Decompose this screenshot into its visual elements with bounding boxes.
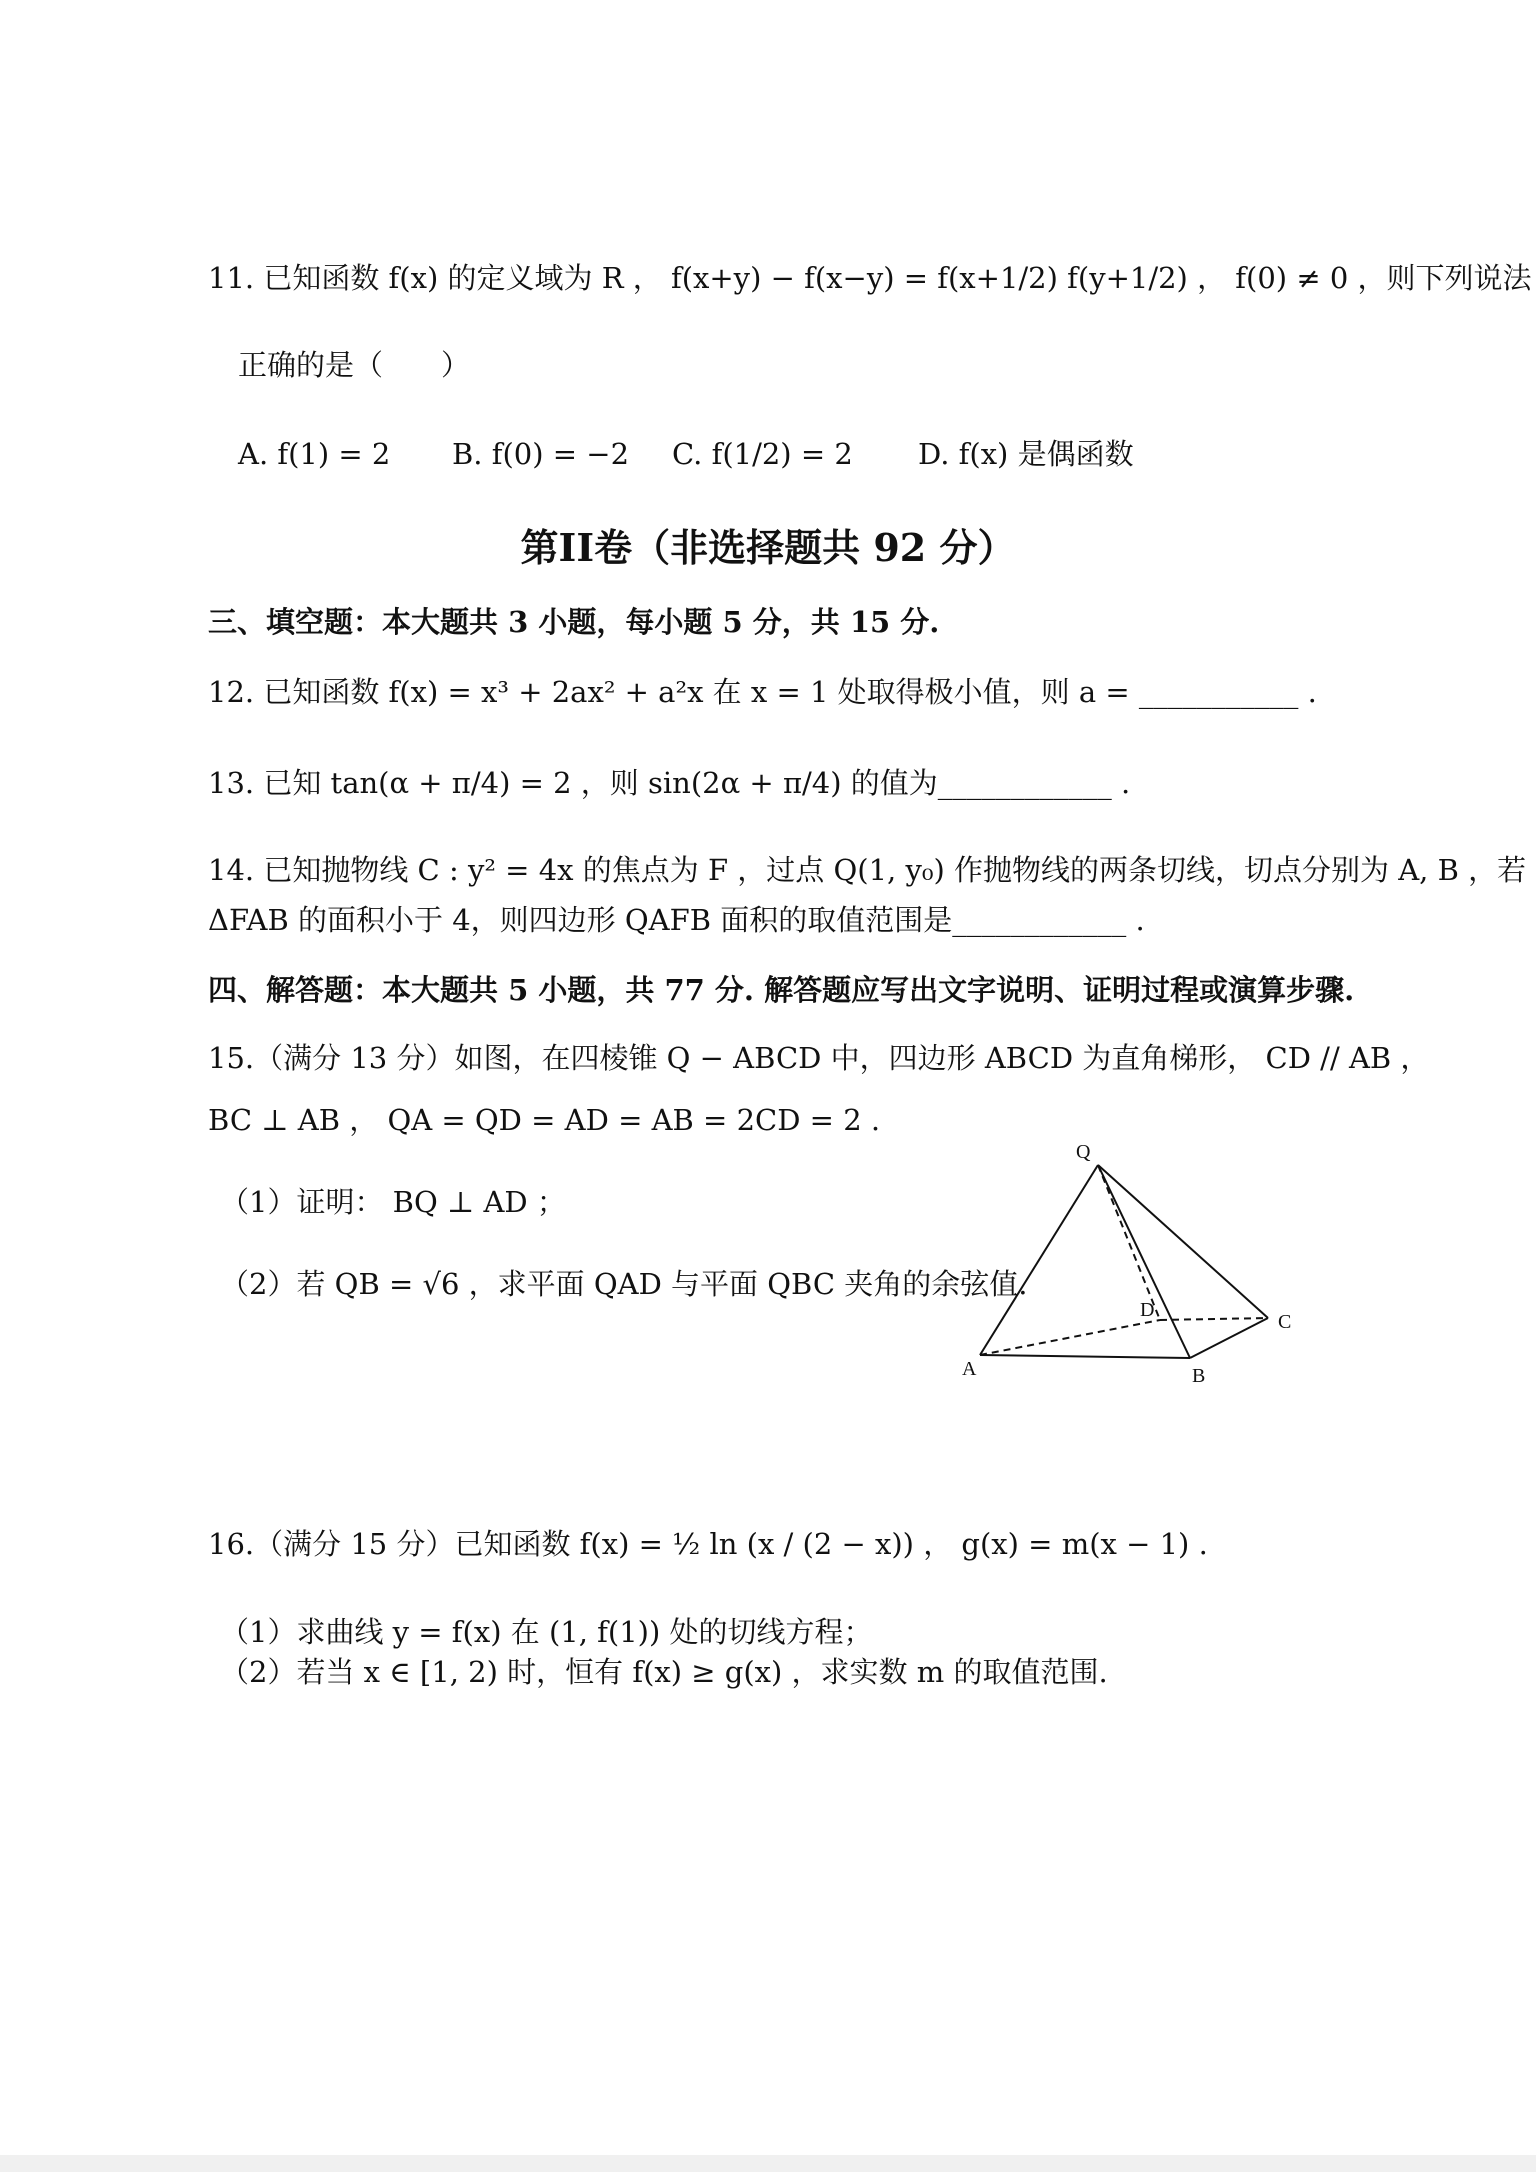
label-b: B <box>1192 1365 1206 1387</box>
pyramid-figure <box>950 1130 1320 1400</box>
question-12: 12. 已知函数 f(x) = x³ + 2ax² + a²x 在 x = 1 处取得极小值，则 a = ___________ . <box>208 675 1317 709</box>
section-2-title: 第II卷（非选择题共 92 分） <box>520 525 1016 570</box>
question-14-line-1: 14. 已知抛物线 C : y² = 4x 的焦点为 F ，过点 Q(1, y₀) 作抛物线的两条切线，切点分别为 A, B ，若 <box>208 853 1527 887</box>
question-15-line-1: 15.（满分 13 分）如图，在四棱锥 Q − ABCD 中，四边形 ABCD 为直角梯形， CD // AB ， <box>208 1041 1430 1075</box>
question-16-part-1: （1）求曲线 y = f(x) 在 (1, f(1)) 处的切线方程； <box>220 1615 873 1649</box>
edge-qc <box>1098 1165 1268 1318</box>
question-14-line-2: ΔFAB 的面积小于 4，则四边形 QAFB 面积的取值范围是____________ . <box>208 903 1145 937</box>
edge-bc <box>1190 1318 1268 1358</box>
label-d: D <box>1140 1299 1155 1321</box>
question-11-option-a: A. f(1) = 2 <box>238 437 391 471</box>
question-13: 13. 已知 tan(α + π/4) = 2 ，则 sin(2α + π/4) 的值为____________ . <box>208 766 1131 800</box>
question-16-line-1: 16.（满分 15 分）已知函数 f(x) = ½ ln (x / (2 − x)) ， g(x) = m(x − 1) . <box>208 1527 1208 1561</box>
question-11-option-c: C. f(1/2) = 2 <box>672 437 853 471</box>
label-q: Q <box>1076 1141 1091 1163</box>
edge-qd-hidden <box>1098 1165 1160 1320</box>
label-a: A <box>962 1358 977 1380</box>
label-c: C <box>1278 1311 1292 1333</box>
question-11-line-1: 11. 已知函数 f(x) 的定义域为 R ， f(x+y) − f(x−y) = f(x+1/2) f(y+1/2) ， f(0) ≠ 0 ，则下列说法 <box>208 261 1532 295</box>
edge-ab <box>980 1355 1190 1358</box>
page-bottom-edge <box>0 2155 1536 2172</box>
fill-section-heading: 三、填空题：本大题共 3 小题，每小题 5 分，共 15 分. <box>208 605 940 639</box>
question-11-option-b: B. f(0) = −2 <box>452 437 630 471</box>
question-16-part-2: （2）若当 x ∈ [1, 2) 时，恒有 f(x) ≥ g(x) ，求实数 m 的取值范围. <box>220 1655 1108 1689</box>
edge-dc-hidden <box>1160 1318 1268 1320</box>
question-11-line-2: 正确的是（ ） <box>238 348 471 382</box>
answer-section-heading: 四、解答题：本大题共 5 小题，共 77 分. 解答题应写出文字说明、证明过程或演算步骤. <box>208 973 1355 1007</box>
question-15-part-2: （2）若 QB = √6 ，求平面 QAD 与平面 QBC 夹角的余弦值. <box>220 1267 1028 1301</box>
edge-ad-hidden <box>980 1320 1160 1355</box>
question-11-option-d: D. f(x) 是偶函数 <box>918 437 1134 471</box>
question-15-line-2: BC ⊥ AB ， QA = QD = AD = AB = 2CD = 2 . <box>208 1103 881 1137</box>
edge-qa <box>980 1165 1098 1355</box>
question-15-part-1: （1）证明： BQ ⊥ AD ； <box>220 1185 566 1219</box>
